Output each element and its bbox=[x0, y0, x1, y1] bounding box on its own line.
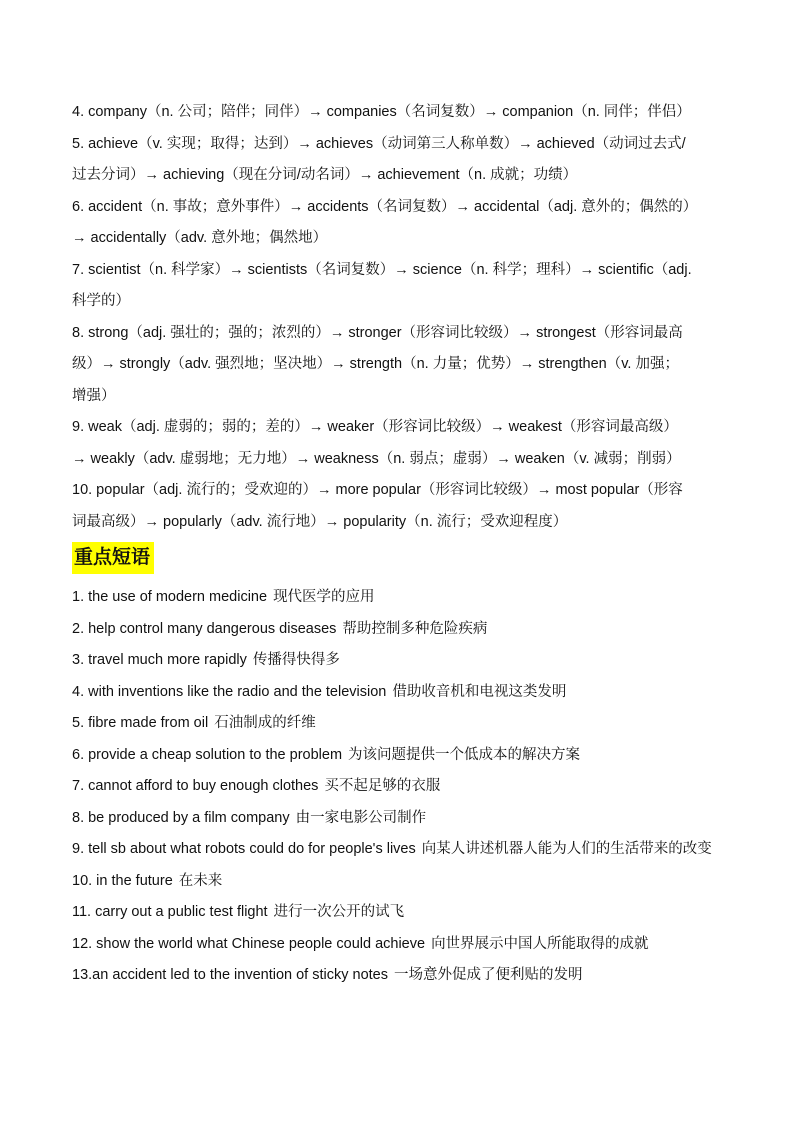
phrase-item bbox=[72, 897, 732, 929]
vocab-line: 9. weak（adj. 虚弱的；弱的；差的）→ weaker（形容词比较级）→ weakest（形容词最高级） bbox=[72, 419, 678, 435]
phrase-en: 4. with inventions like the radio and the television bbox=[72, 683, 387, 700]
phrase-zh: 借助收音机和电视这类发明 bbox=[392, 683, 567, 700]
phrase-en: 2. help control many dangerous diseases bbox=[72, 620, 337, 637]
phrase-item bbox=[72, 834, 732, 866]
vocab-line: → accidentally（adv. 意外地；偶然地） bbox=[72, 230, 328, 246]
vocab-line: 科学的） bbox=[72, 293, 130, 309]
phrase-en: 10. in the future bbox=[72, 872, 173, 889]
vocab-item bbox=[72, 412, 732, 475]
phrase-zh: 一场意外促成了便利贴的发明 bbox=[393, 967, 583, 983]
section-heading: 重点短语 bbox=[72, 542, 154, 574]
phrase-item bbox=[72, 582, 732, 614]
phrase-zh: 买不起足够的衣服 bbox=[324, 778, 441, 794]
vocab-item bbox=[72, 192, 732, 255]
vocab-item bbox=[72, 97, 732, 129]
phrase-item bbox=[72, 929, 732, 961]
vocab-line: 4. company（n. 公司；陪伴；同伴）→ companies（名词复数）→ companion（n. 同伴；伴侣） bbox=[72, 104, 691, 120]
vocab-item bbox=[72, 475, 732, 538]
document-content bbox=[72, 97, 732, 992]
phrase-en: 3. travel much more rapidly bbox=[72, 652, 247, 668]
phrase-zh: 传播得快得多 bbox=[252, 652, 340, 668]
phrase-en: 7. cannot afford to buy enough clothes bbox=[72, 778, 319, 794]
phrase-en: 13.an accident led to the invention of sticky notes bbox=[72, 967, 388, 983]
phrase-item bbox=[72, 645, 732, 677]
phrase-en: 5. fibre made from oil bbox=[72, 715, 209, 731]
phrase-item bbox=[72, 740, 732, 772]
vocab-line: 8. strong（adj. 强壮的；强的；浓烈的）→ stronger（形容词比较级）→ strongest（形容词最高 bbox=[72, 324, 683, 341]
vocab-line: 7. scientist（n. 科学家）→ scientists（名词复数）→ science（n. 科学；理科）→ scientific（adj. bbox=[72, 261, 692, 278]
phrase-item bbox=[72, 960, 732, 992]
vocab-line: 级）→ strongly（adv. 强烈地；坚决地）→ strength（n. 力量；优势）→ strengthen（v. 加强； bbox=[72, 356, 679, 372]
phrase-zh: 石油制成的纤维 bbox=[214, 715, 316, 731]
phrase-zh: 现代医学的应用 bbox=[273, 589, 375, 605]
vocab-line: → weakly（adv. 虚弱地；无力地）→ weakness（n. 弱点；虚弱）→ weaken（v. 减弱；削弱） bbox=[72, 450, 681, 467]
phrase-en: 11. carry out a public test flight bbox=[72, 904, 268, 920]
vocab-item bbox=[72, 129, 732, 192]
phrase-en: 6. provide a cheap solution to the problem bbox=[72, 746, 343, 763]
phrase-item bbox=[72, 677, 732, 709]
phrase-item bbox=[72, 803, 732, 835]
phrase-en: 8. be produced by a film company bbox=[72, 809, 290, 826]
vocab-line: 过去分词）→ achieving（现在分词/动名词）→ achievement（n. 成就；功绩） bbox=[72, 167, 578, 183]
phrase-zh: 向世界展示中国人所能取得的成就 bbox=[431, 935, 649, 952]
phrase-item bbox=[72, 771, 732, 803]
phrase-zh: 进行一次公开的试飞 bbox=[273, 904, 405, 920]
section-heading-wrap bbox=[72, 542, 732, 576]
phrase-en: 12. show the world what Chinese people could achieve bbox=[72, 935, 426, 952]
phrase-en: 9. tell sb about what robots could do for people's lives bbox=[72, 841, 416, 857]
vocab-item bbox=[72, 318, 732, 413]
phrase-item bbox=[72, 614, 732, 646]
vocab-line: 6. accident（n. 事故；意外事件）→ accidents（名词复数）→ accidental（adj. 意外的；偶然的） bbox=[72, 198, 698, 215]
phrase-en: 1. the use of modern medicine bbox=[72, 589, 268, 605]
phrase-zh: 在未来 bbox=[178, 872, 223, 889]
vocab-line: 10. popular（adj. 流行的；受欢迎的）→ more popular（形容词比较级）→ most popular（形容 bbox=[72, 482, 683, 498]
phrase-zh: 向某人讲述机器人能为人们的生活带来的改变 bbox=[421, 841, 712, 857]
vocab-line: 增强） bbox=[72, 387, 116, 404]
phrase-item bbox=[72, 866, 732, 898]
phrase-item bbox=[72, 708, 732, 740]
phrase-zh: 由一家电影公司制作 bbox=[295, 809, 427, 826]
vocab-line: 词最高级）→ popularly（adv. 流行地）→ popularity（n. 流行；受欢迎程度） bbox=[72, 513, 568, 530]
phrase-zh: 帮助控制多种危险疾病 bbox=[342, 620, 488, 637]
vocab-line: 5. achieve（v. 实现；取得；达到）→ achieves（动词第三人称单数）→ achieved（动词过去式/ bbox=[72, 135, 686, 152]
vocab-item bbox=[72, 255, 732, 318]
phrase-zh: 为该问题提供一个低成本的解决方案 bbox=[348, 746, 581, 763]
